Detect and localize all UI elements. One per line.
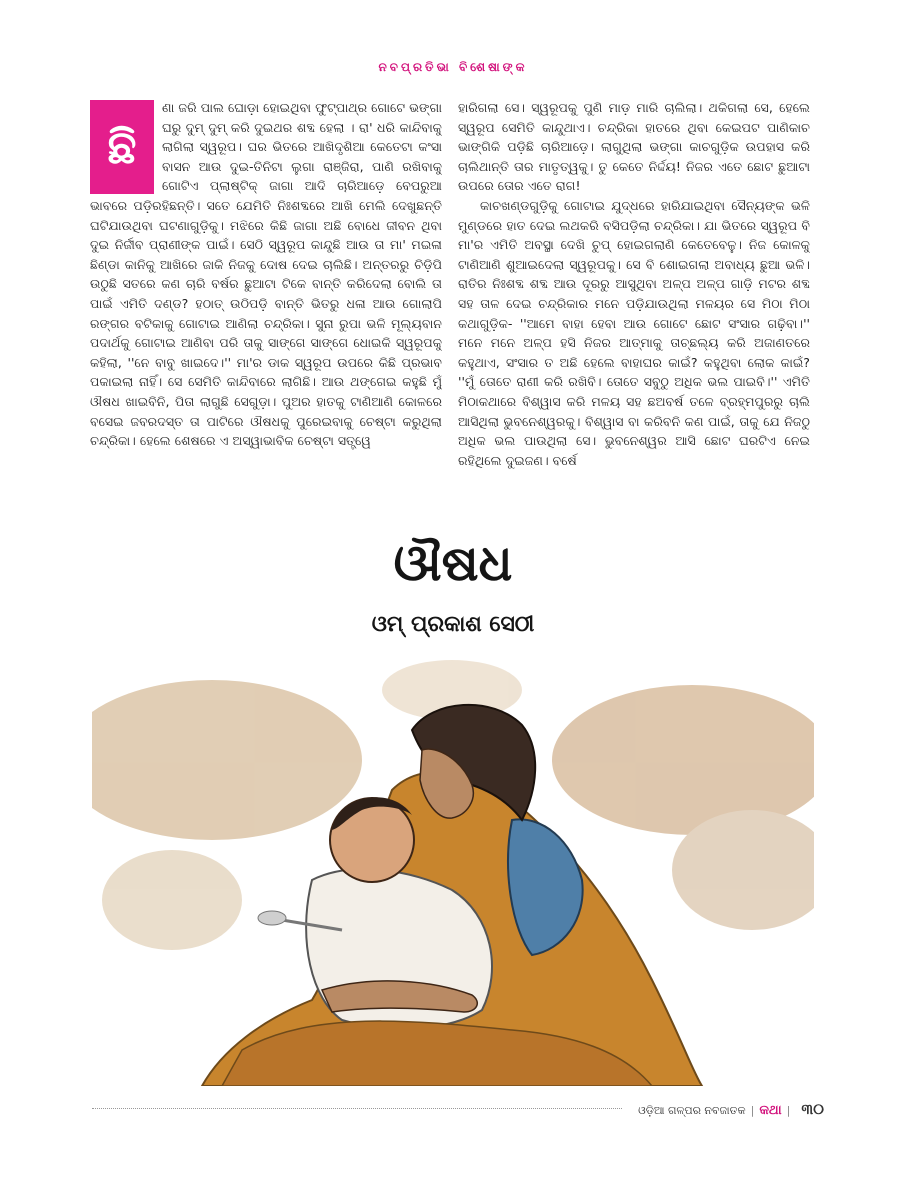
footer: ଓଡ଼ିଆ ଗଳ୍ପର ନବଜାତକ | କଥା | ୩୦ — [638, 1100, 824, 1118]
story-author: ଓମ୍ ପ୍ରକାଶ ସେଠୀ — [371, 612, 535, 637]
drop-cap: ଛି — [90, 100, 154, 194]
article-column-right — [458, 98, 810, 508]
page-number: ୩୦ — [801, 1100, 824, 1118]
story-title: ଔଷଧ — [393, 534, 513, 592]
paragraph: ଣା ଜରି ପାଲ ଘୋଡ଼ା ହୋଇଥିବା ଫୁଟ୍‌ପାଥ୍‌ର ଗୋଟେ ଭଙ୍ଗା ଘରୁ ଦୁମ୍ ଦୁମ୍ କରି ଦୁଇଥର ଶବ୍ଦ ହେଲା । ରା' ଧରି କାନ୍ଦିବାକୁ ଲାଗିଲା ସ୍ୱରୂପ। ଘର ଭିତରେ ଆଖିଦୃଶିଆ କେତେଟା କଂସା ବାସନ ଆଉ ଦୁଇ-ତିନିଟା ଲୁଗା ରାଞ୍ଜିରା, ପାଣି ରଖିବାକୁ ଗୋଟିଏ ପ୍ଲାଷ୍ଟିକ୍ ଜାଗା ଆଦି ଚାରିଆଡ଼େ ବେପରୁଆ ଭାବରେ ପଡ଼ିରହିଛନ୍ତି। ସତେ ଯେମିତି ନିଃଶବ୍ଦରେ ଆଖି ମେଲି ଦେଖୁଛନ୍ତି ଘଟିଯାଉଥିବା ଘଟଣାଗୁଡ଼ିକୁ। ମଝିରେ କିଛି ଜାଗା ଅଛି ବୋଧେ ଜୀବନ ଥିବା ଦୁଇ ନିର୍ଜୀବ ପ୍ରାଣୀଙ୍କ ପାଇଁ। ସେଠି ସ୍ୱରୂପ କାନ୍ଦୁଛି ଆଉ ତା ମା' ମଇଳା ଛିଣ୍ଡା କାନିକୁ ଆଖିରେ ଜାକି ନିଜକୁ ଦୋଷ ଦେଇ ଚାଲିଛି। ଅନ୍ତରରୁ ଚିଡ଼ିପି ଉଠୁଛି ସତରେ କଣ ଚାରି ବର୍ଷର ଛୁଆଟା ଟିକେ ବାନ୍ତି କରିଦେଲା ବୋଲି ତା ପାଇଁ ଏମିତି ଦଣ୍ଡ? ହଠାତ୍ ଉଠିପଡ଼ି ବାନ୍ତି ଭିତରୁ ଧଳା ଆଉ ଗୋଲାପି ରଙ୍ଗର ବଟିକାକୁ ଗୋଟାଇ ଆଣିଲା ଚନ୍ଦ୍ରିକା। ସୁନା ରୁପା ଭଳି ମୂଲ୍ୟବାନ ପଦାର୍ଥକୁ ଗୋଟାଇ ଆଣିବା ପରି ତାକୁ ସାଙ୍ଗେ ସାଙ୍ଗେ ଧୋଇକି ସ୍ୱରୂପକୁ କହିଲା, ''ନେ ବାବୁ ଖାଇଦେ।'' ମା'ର ଡାକ ସ୍ୱରୂପ ଉପରେ କିଛି ପ୍ରଭାବ ପକାଇଲା ନାହିଁ। ସେ ସେମିତି କାନ୍ଦିବାରେ ଲାଗିଛି। ଆଉ ଥଙ୍ଗେଇ କହୁଛି ମୁଁ ଔଷଧ ଖାଇବିନି, ପିତା ଲାଗୁଛି ସେଗୁଡ଼ା। ପୁଅର ହାତକୁ ଟାଣିଆଣି କୋଳରେ ବସେଇ ଜବରଦସ୍ତ ତା ପାଟିରେ ଔଷଧକୁ ପୁରେଇବାକୁ ଚେଷ୍ଟା କରୁଥିଲା ଚନ୍ଦ୍ରିକା। ହେଲେ ଶେଷରେ ଏ ଅସ୍ୱାଭାବିକ ଚେଷ୍ଟା ସତ୍ତ୍ୱେ — [90, 100, 442, 449]
paragraph: ହାରିଗଲା ସେ। ସ୍ୱରୂପକୁ ପୁଣି ମାଡ଼ ମାରି ଚାଲିଲା। ଥକିଗଲା ସେ, ହେଲେ ସ୍ୱରୂପ ସେମିତି କାନ୍ଦୁଥାଏ। ଚନ୍ଦ୍ରିକା ହାତରେ ଥିବା କେଇପଟ ପାଣିକାଚ ଭାଙ୍ଗିକି ପଡ଼ିଛି ଚାରିଆଡ଼େ। ଲାଗୁଥିଲା ଭଙ୍ଗା କାଚଗୁଡ଼ିକ ଉପହାସ କରି ଚାଲିଥାନ୍ତି ତାର ମାତୃତ୍ୱକୁ। ତୁ କେତେ ନିର୍ଦ୍ଦୟ! ନିଜର ଏତେ ଛୋଟ ଛୁଆଟା ଉପରେ ତୋର ଏତେ ରାଗ! — [458, 100, 810, 194]
footer-brand: କଥା — [759, 1103, 782, 1118]
mother-child-illustration — [92, 650, 814, 1086]
article-column-left — [90, 98, 442, 508]
footer-divider — [92, 1108, 622, 1109]
footer-series: ଓଡ଼ିଆ ଗଳ୍ପର ନବଜାତକ — [638, 1104, 746, 1117]
paragraph: କାଚଖଣ୍ଡଗୁଡ଼ିକୁ ଗୋଟାଇ ଯୁଦ୍ଧରେ ହାରିଯାଇଥିବା ସୈନ୍ୟଙ୍କ ଭଳି ମୁଣ୍ଡରେ ହାତ ଦେଇ ଲଥକରି ବସିପଡ଼ିଲା ଚନ୍ଦ୍ରିକା। ଯା ଭିତରେ ସ୍ୱରୂପ ବି ମା'ର ଏମିତି ଅବସ୍ଥା ଦେଖି ଚୁପ୍ ହୋଇଗଲାଣି କେତେବେଳୁ। ନିଜ କୋଳକୁ ଟାଣିଆଣି ଶୁଆଇଦେଲା ସ୍ୱରୂପକୁ। ସେ ବି ଶୋଇଗଲା ଅବାଧ୍ୟ ଛୁଆ ଭଳି। ରାତିର ନିଃଶବ୍ଦ ଶବ୍ଦ ଆଉ ଦୂରରୁ ଆସୁଥିବା ଅଳ୍ପ ଅଳ୍ପ ଗାଡ଼ି ମଟର ଶବ୍ଦ ସହ ତାଳ ଦେଇ ଚନ୍ଦ୍ରିକାର ମନେ ପଡ଼ିଯାଉଥିଲା ମଳୟର ସେ ମିଠା ମିଠା କଥାଗୁଡ଼ିକ- ''ଆମେ ବାହା ହେବା ଆଉ ଗୋଟେ ଛୋଟ ସଂସାର ଗଢ଼ିବା।'' ମନେ ମନେ ଅଳ୍ପ ହସି ନିଜର ଆତ୍ମାକୁ ତାଚ୍ଛଲ୍ୟ କରି ଅଜାଣତରେ କହୁଥାଏ, ସଂସାର ତ ଅଛି ହେଲେ ବାହାଘର କାଇଁ? କହୁଥିବା ଲୋକ କାଇଁ? ''ମୁଁ ତୋତେ ରାଣୀ କରି ରଖିବି। ତୋତେ ସବୁଠୁ ଅଧିକ ଭଲ ପାଇବି।'' ଏମିତି ମିଠାକଥାରେ ବିଶ୍ୱାସ କରି ମଳୟ ସହ ଛଅବର୍ଷ ତଳେ ବ୍ରହ୍ମପୁରରୁ ଚାଲି ଆସିଥିଲା ଭୁବନେଶ୍ୱରକୁ। ବିଶ୍ୱାସ ବା କରିବନି କଣ ପାଇଁ, ତାକୁ ଯେ ନିଜଠୁ ଅଧିକ ଭଲ ପାଉଥିଲା ସେ। ଭୁବନେଶ୍ୱର ଆସି ଛୋଟ ଘରଟିଏ ନେଇ ରହିଥିଲେ ଦୁଇଜଣ। ବର୍ଷେ — [458, 197, 810, 468]
section-header: ନବପ୍ରତିଭା ବିଶେଷାଙ୍କ — [378, 60, 528, 74]
spoon-bowl — [258, 911, 286, 925]
